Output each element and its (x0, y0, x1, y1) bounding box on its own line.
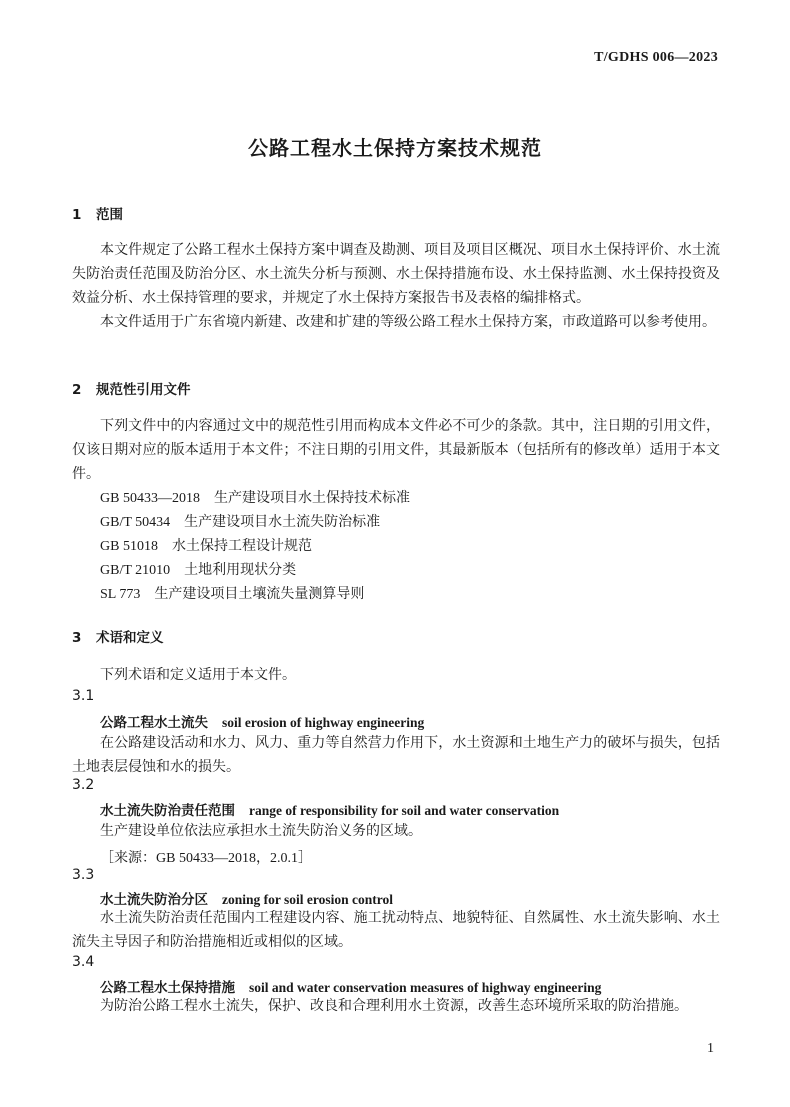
section-title: 范围 (96, 207, 123, 223)
reference-item (100, 510, 380, 535)
term-definition: 生产建设单位依法应承担水土流失防治义务的区域。 (100, 823, 422, 839)
page-number: 1 (707, 1041, 714, 1056)
section-1-paragraph-2: 本文件适用于广东省境内新建、改建和扩建的等级公路工程水土保持方案，市政道路可以参考使用。 (100, 314, 716, 330)
reference-title: 生产建设项目土壤流失量测算导则 (154, 586, 365, 602)
reference-title: 水土保持工程设计规范 (171, 538, 312, 554)
reference-item (100, 486, 410, 511)
term-definition: 在公路建设活动和水力、风力、重力等自然营力作用下，水土资源和土地生产力的破坏与损失，包括土地表层侵蚀和水的损失。 (72, 735, 720, 775)
term-name (100, 711, 424, 731)
section-2-paragraph-1: 下列文件中的内容通过文中的规范性引用而构成本文件必不可少的条款。其中，注日期的引用文件，仅该日期对应的版本适用于本文件；不注日期的引用文件，其最新版本（包括所有的修改单）适用于本文件。 (72, 418, 720, 482)
term-definition: 为防治公路工程水土流失，保护、改良和合理利用水土资源，改善生态环境所采取的防治措施。 (100, 998, 688, 1014)
section-1-paragraph-1: 本文件规定了公路工程水土保持方案中调查及勘测、项目及项目区概况、项目水土保持评价、水土流失防治责任范围及防治分区、水土流失分析与预测、水土保持措施布设、水土保持监测、水土保持投资及效益分析、水土保持管理的要求，并规定了水土保持方案报告书及表格的编排格式。 (72, 242, 720, 306)
section-number: 2 (72, 382, 82, 398)
reference-title: 生产建设项目水土流失防治标准 (184, 514, 381, 530)
section-2-heading (72, 378, 191, 398)
reference-code: GB/T 50434 (100, 515, 171, 530)
reference-item (100, 558, 296, 583)
reference-code: GB 50433—2018 (100, 491, 200, 506)
term-name-zh: 水土流失防治分区 (100, 892, 208, 908)
reference-code: GB 51018 (100, 539, 158, 554)
section-number: 3 (72, 630, 82, 646)
term-number: 3.3 (72, 867, 95, 883)
section-3-intro: 下列术语和定义适用于本文件。 (100, 667, 296, 683)
reference-code: GB/T 21010 (100, 563, 171, 578)
term-name-en: range of responsibility for soil and water conservation (249, 803, 560, 818)
section-3-heading (72, 626, 164, 646)
term-number: 3.2 (72, 777, 95, 793)
section-title: 术语和定义 (96, 630, 164, 646)
reference-title: 土地利用现状分类 (184, 562, 297, 578)
term-name-zh: 公路工程水土流失 (100, 715, 208, 731)
term-number: 3.4 (72, 954, 95, 970)
reference-item (100, 582, 364, 607)
reference-code: SL 773 (100, 587, 141, 602)
term-definition: 水土流失防治责任范围内工程建设内容、施工扰动特点、地貌特征、自然属性、水土流失影响、水土流失主导因子和防治措施相近或相似的区域。 (72, 910, 720, 950)
section-title: 规范性引用文件 (96, 382, 191, 398)
term-source: ［来源：GB 50433—2018，2.0.1］ (100, 851, 312, 866)
term-name (100, 799, 559, 819)
term-name-en: zoning for soil erosion control (222, 892, 394, 907)
term-name (100, 976, 601, 996)
term-name-zh: 水土流失防治责任范围 (100, 803, 235, 819)
reference-item (100, 534, 312, 559)
section-1-heading (72, 203, 123, 223)
term-name-en: soil and water conservation measures of highway engineering (249, 980, 602, 995)
section-number: 1 (72, 207, 82, 223)
reference-title: 生产建设项目水土保持技术标准 (213, 490, 410, 506)
standard-code: T/GDHS 006—2023 (594, 50, 718, 65)
term-name-zh: 公路工程水土保持措施 (100, 980, 235, 996)
term-name-en: soil erosion of highway engineering (222, 715, 425, 730)
document-title: 公路工程水土保持方案技术规范 (248, 136, 542, 160)
term-number: 3.1 (72, 688, 95, 704)
term-name (100, 888, 393, 908)
